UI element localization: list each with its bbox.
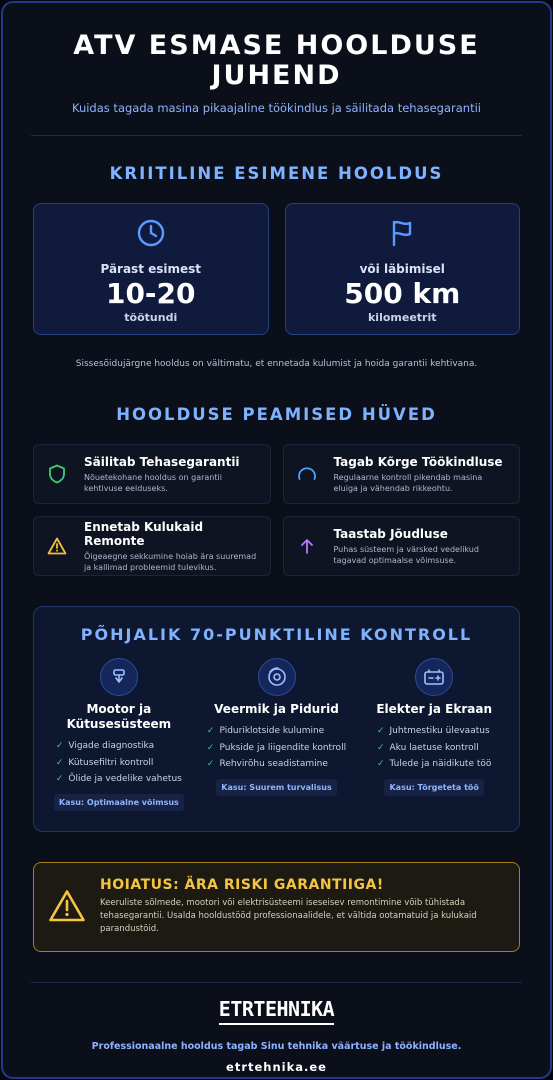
benefit-badge: Kasu: Tõrgeteta töö xyxy=(384,779,483,796)
benefit-title: Ennetab Kulukaid Remonte xyxy=(84,519,204,548)
inspection-column-electrical xyxy=(355,658,513,811)
stat-unit: kilomeetrit xyxy=(367,311,437,324)
benefit-card-performance xyxy=(283,516,521,576)
stat-value: 500 km xyxy=(344,277,461,310)
benefit-card-reliability xyxy=(283,444,521,504)
stats-row xyxy=(33,203,520,335)
inspection-column-engine xyxy=(40,658,198,811)
check-item: ✓ Tulede ja näidikute töö xyxy=(376,759,492,769)
check-list xyxy=(377,723,491,773)
check-list xyxy=(207,723,346,773)
infographic-frame xyxy=(1,1,552,1079)
stat-unit: töötundi xyxy=(124,311,178,324)
check-item: ✓ Juhtmestiku ülevaatus xyxy=(376,726,490,736)
benefit-title: Säilitab Tehasegarantii xyxy=(84,454,240,469)
check-item: ✓ Õlide ja vedelike vahetus xyxy=(55,774,182,784)
benefit-desc: Nõuetekohane hooldus on garantii kehtivuse eelduseks. xyxy=(84,472,222,493)
flag-icon xyxy=(286,218,520,248)
benefit-card-warranty xyxy=(33,444,271,504)
check-item: ✓ Pukside ja liigendite kontroll xyxy=(206,742,347,753)
page-title: ATV ESMASE HOOLDUSE JUHEND xyxy=(73,30,480,91)
column-title: Mootor ja Kütusesüsteem xyxy=(66,702,172,731)
benefit-desc: Õigeaegne sekkumine hoiab ära suuremad ja kallimad probleemid tulevikus. xyxy=(84,551,257,572)
brand-logo: ETRTEHNIKA xyxy=(219,997,334,1025)
footer xyxy=(3,997,550,1074)
benefits-grid xyxy=(33,444,520,576)
clock-icon xyxy=(34,218,268,248)
inspection-columns xyxy=(34,658,519,811)
critical-note: Sissesõidujärgne hooldus on vältimatu, et ennetada kulumist ja hoida garantii kehtivana. xyxy=(75,359,478,369)
column-title: Elekter ja Ekraan xyxy=(376,702,492,716)
brake-disc-icon xyxy=(258,658,296,696)
column-title: Veermik ja Pidurid xyxy=(214,702,339,716)
shield-icon xyxy=(46,464,68,484)
check-item: ✓ Piduriklotside kulumine xyxy=(206,726,325,736)
check-list xyxy=(56,738,182,788)
stat-value: 10-20 xyxy=(105,277,196,310)
inspection-section-title: PÕHJALIK 70-PUNKTILINE KONTROLL xyxy=(80,625,473,644)
warning-text: Keeruliste sõlmede, mootori või elektrisüsteemi iseseisev remontimine võib tühistada tehasegarantii. Usalda hooldustööd professionaalidele, et vältida ootamatuid ja kulukaid parandustöid. xyxy=(100,898,477,934)
benefit-card-repairs xyxy=(33,516,271,576)
benefit-title: Taastab Jõudluse xyxy=(333,526,448,541)
inspection-column-chassis xyxy=(198,658,356,811)
footer-tagline: Professionaalne hooldus tagab Sinu tehnika väärtuse ja töökindluse. xyxy=(91,1041,462,1052)
check-item: ✓ Aku laetuse kontroll xyxy=(376,742,479,753)
warning-triangle-icon xyxy=(48,889,88,927)
benefit-desc: Regulaarne kontroll pikendab masina eluiga ja vähendab rikkeohtu. xyxy=(333,472,483,493)
gauge-icon xyxy=(296,466,318,482)
stat-label: või läbimisel xyxy=(359,262,445,276)
benefit-badge: Kasu: Optimaalne võimsus xyxy=(54,794,184,811)
stat-card-hours xyxy=(33,203,269,335)
header xyxy=(3,3,550,115)
page-subtitle: Kuidas tagada masina pikaajaline töökindlus ja säilitada tehasegarantii xyxy=(71,101,481,115)
divider xyxy=(31,135,522,136)
engine-icon xyxy=(100,658,138,696)
benefits-section-title: HOOLDUSE PEAMISED HÜVED xyxy=(116,405,437,424)
arrow-up-icon xyxy=(296,537,318,555)
warning-icon xyxy=(46,537,68,555)
footer-url[interactable]: etrtehnika.ee xyxy=(226,1060,327,1074)
warning-title: HOIATUS: ÄRA RISKI GARANTIIGA! xyxy=(100,877,384,893)
divider xyxy=(31,982,522,983)
battery-icon xyxy=(415,658,453,696)
benefit-title: Tagab Kõrge Töökindluse xyxy=(333,454,503,469)
critical-section-title: KRIITILINE ESIMENE HOOLDUS xyxy=(109,164,444,183)
warning-box xyxy=(33,862,520,952)
check-item: ✓ Rehvirõhu seadistamine xyxy=(206,759,328,769)
benefit-desc: Puhas süsteem ja värsked vedelikud tagavad optimaalse võimsuse. xyxy=(333,544,479,565)
benefit-badge: Kasu: Suurem turvalisus xyxy=(216,779,336,796)
check-item: ✓ Kütusefiltri kontroll xyxy=(55,757,154,768)
inspection-panel xyxy=(33,606,520,832)
check-item: ✓ Vigade diagnostika xyxy=(55,741,155,751)
stat-card-distance xyxy=(285,203,521,335)
stat-label: Pärast esimest xyxy=(100,262,202,276)
